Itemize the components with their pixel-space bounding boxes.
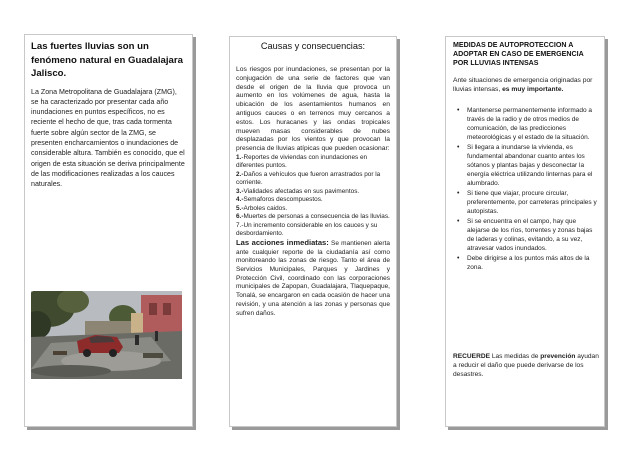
- intro-emphasis: es muy importante.: [502, 86, 564, 94]
- measures-list: [453, 106, 598, 272]
- list-item-number: 7.: [236, 221, 242, 229]
- list-item: [236, 171, 390, 188]
- bullet-icon: •: [457, 218, 460, 226]
- list-item-text: Si llegara a inundarse la vivienda, es fundamental abandonar cuanto antes los sótanos y plantas bajas y desconectar la energía eléctrica utilizando linternas para el alumbrado.: [467, 144, 593, 188]
- immediate-actions-body: Se mantienen alerta ante cualquier reporte de la ciudadanía así como monitoreando las zonas de riesgo. Tanto el área de Servicios Municipales, Parques y Jardines y Protección Civil, coordinado con las corporaciones municipales de Zapopan, Guadalajara, Tlaquepaque, Tonalá, se encargaron en cada ocasión de hacer una revisión, y una atención a las zonas y personas que sufren daños.: [236, 239, 390, 317]
- list-item: [236, 205, 390, 214]
- list-item-number: 3.-: [236, 187, 244, 195]
- list-item: [457, 217, 598, 253]
- measures-intro-text: [453, 76, 598, 94]
- list-item-text: Muertes de personas a consecuencia de las lluvias.: [243, 213, 390, 221]
- list-item: [236, 196, 390, 205]
- recuerde-text: Las medidas de: [490, 353, 541, 360]
- bullet-icon: •: [457, 144, 460, 152]
- list-item-number: 6.-: [236, 213, 244, 221]
- consequences-list: [236, 154, 390, 239]
- list-item-number: 1.: [236, 153, 242, 161]
- list-item: [457, 106, 598, 142]
- causes-intro-text: Los riesgos por inundaciones, se presentan por la conjugación de una serie de factores que van desde el origen de la lluvia que provoca un aumento en los volúmenes de agua, hasta la ubicación de los asentamientos humanos en antiguos cauces o en terrenos muy cercanos a estos. Los huracanes y las ondas tropicales mueven masas considerables de nubes desplazadas por los vientos y que provocan la presencia de lluvias atípicas que pueden ocasionar:: [236, 66, 390, 153]
- list-item-text: Daños a vehículos que fueron arrastrados por la corriente.: [236, 170, 381, 187]
- recuerde-label: RECUERDE: [453, 353, 491, 360]
- immediate-actions-label: Las acciones inmediatas:: [236, 237, 329, 247]
- list-item-text: Vialidades afectadas en sus pavimentos.: [243, 187, 360, 195]
- middle-panel-title: Causas y consecuencias:: [260, 41, 366, 51]
- list-item-text: Si se encuentra en el campo, hay que alejarse de los ríos, torrentes y zonas bajas de laderas y colinas, evitando, a su vez, atravesar vados inundados.: [467, 218, 593, 253]
- flooded-street-photo: [31, 291, 182, 379]
- list-item: [236, 188, 390, 197]
- list-item-number: 4.-: [236, 196, 244, 204]
- list-item-text: Semaforos descompuestos.: [243, 196, 323, 204]
- list-item: [457, 254, 598, 272]
- list-item-number: 2.-: [236, 170, 244, 178]
- list-item-number: 5.-: [236, 204, 244, 212]
- bullet-icon: •: [457, 190, 460, 198]
- bullet-icon: •: [457, 107, 460, 115]
- right-panel: [445, 36, 605, 427]
- bullet-icon: •: [457, 255, 460, 263]
- recuerde-note: [453, 352, 599, 379]
- list-item: [236, 213, 390, 222]
- list-item: [236, 154, 390, 171]
- list-item-text: -Reportes de viviendas con inundaciones en diferentes puntos.: [236, 153, 368, 170]
- recuerde-emphasis: prevención: [540, 353, 576, 360]
- list-item-text: Arboles caidos.: [243, 204, 288, 212]
- left-panel: [24, 34, 193, 427]
- list-item: [457, 189, 598, 216]
- intro-text: Ante situaciones de emergencia originadas por lluvias intensas,: [453, 77, 593, 94]
- middle-panel: [229, 36, 397, 427]
- list-item-text: -Un incremento considerable en los cauces y su desbordamiento.: [236, 221, 378, 238]
- list-item: [236, 222, 390, 239]
- list-item-text: Mantenerse permanentemente informado a través de la radio y de otros medios de comunicación, de las predicciones meteorológicas y el estado de la situación.: [467, 107, 593, 142]
- list-item-text: Debe dirigirse a los puntos más altos de la zona.: [467, 255, 590, 272]
- left-panel-body: La Zona Metropolitana de Guadalajara (ZMG), se ha caracterizado por presentar cada año inundaciones en puntos específicos, no es reciente el hecho de que, tras cada tormenta fuerte sobre algún sector de la ZMG, se presenten encharcamientos o inundaciones de considerable altura. También es conocido, que el origen de esta situación se deriva principalmente de las modificaciones realizadas a los cauces naturales.: [31, 87, 185, 189]
- immediate-actions-text: [236, 239, 390, 318]
- left-panel-title: Las fuertes lluvias son un fenómeno natural en Guadalajara Jalisco.: [31, 41, 183, 79]
- recuerde-text-end: ayudan a reducir el daño que puede derivarse de los desastres.: [453, 353, 599, 378]
- list-item: [457, 143, 598, 188]
- right-panel-title: MEDIDAS DE AUTOPROTECCION A ADOPTAR EN CASO DE EMERGENCIA POR LLUVIAS INTENSAS: [453, 41, 584, 67]
- list-item-text: Si tiene que viajar, procure circular, preferentemente, por carreteras principales y autopistas.: [467, 190, 597, 216]
